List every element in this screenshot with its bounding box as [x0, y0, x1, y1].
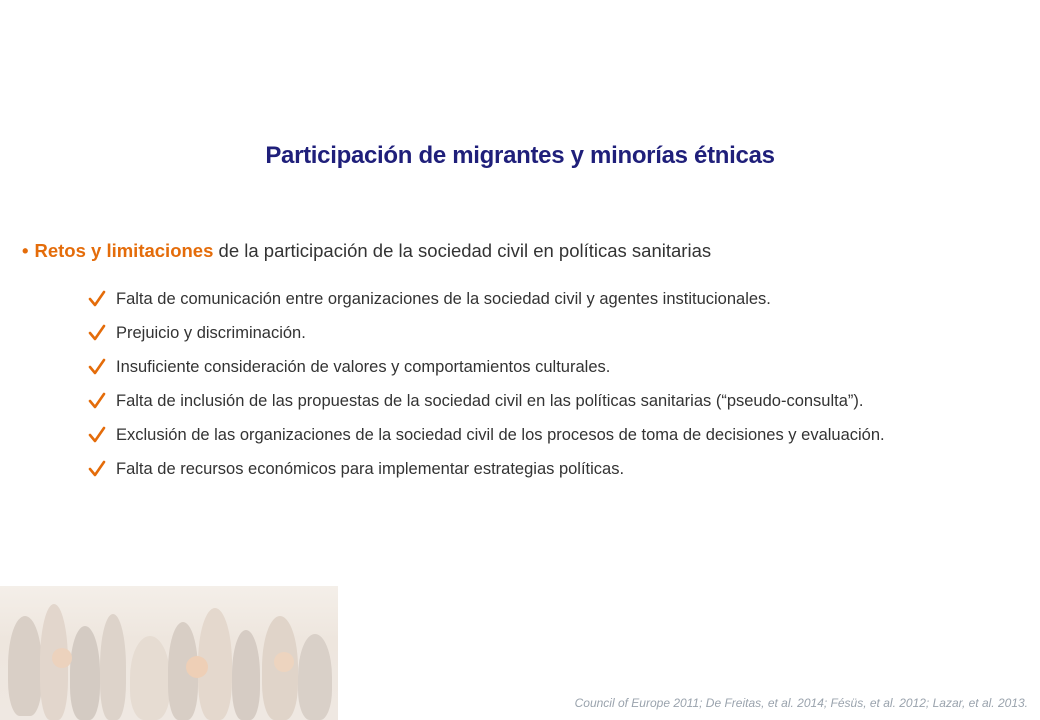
list-item-text: Falta de recursos económicos para implementar estrategias políticas.: [116, 460, 625, 478]
checkmark-icon: [88, 324, 106, 342]
crowd-photo: [0, 586, 338, 720]
list-item: [88, 282, 994, 316]
list-item-text: Insuficiente consideración de valores y comportamientos culturales.: [116, 358, 611, 376]
checkmark-icon: [88, 392, 106, 410]
list-item: [88, 350, 994, 384]
bullet-dot-icon: •: [22, 240, 29, 261]
list-item-text: Prejuicio y discriminación.: [116, 324, 306, 342]
intro-rest: de la participación de la sociedad civil en políticas sanitarias: [213, 240, 712, 261]
list-item: [88, 384, 994, 418]
list-item: [88, 452, 994, 486]
list-item-text: Exclusión de las organizaciones de la sociedad civil de los procesos de toma de decisiones y evaluación.: [116, 426, 885, 444]
intro-line: [22, 240, 1012, 262]
citation: Council of Europe 2011; De Freitas, et al. 2014; Fésüs, et al. 2012; Lazar, et al. 2013.: [574, 696, 1028, 710]
list-item-text: Falta de comunicación entre organizaciones de la sociedad civil y agentes institucionales.: [116, 290, 771, 308]
checkmark-icon: [88, 426, 106, 444]
intro-highlight: Retos y limitaciones: [34, 240, 214, 261]
list-item-text: Falta de inclusión de las propuestas de la sociedad civil en las políticas sanitarias (“pseudo-consulta”).: [116, 392, 864, 410]
list-item: [88, 418, 994, 452]
checkmark-icon: [88, 460, 106, 478]
slide-title: Participación de migrantes y minorías étnicas: [265, 142, 775, 169]
list-item: [88, 316, 994, 350]
checkmark-icon: [88, 290, 106, 308]
checkmark-icon: [88, 358, 106, 376]
challenges-list: [88, 282, 994, 486]
